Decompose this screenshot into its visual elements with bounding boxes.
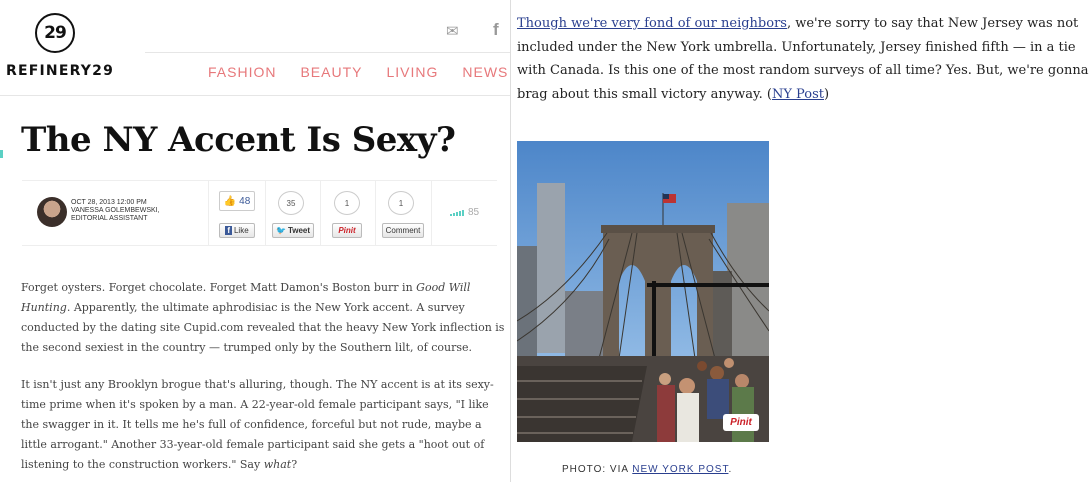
meta-separator: [375, 181, 376, 245]
article-meta-bar: [22, 180, 497, 246]
fb-count-value: 48: [239, 195, 251, 207]
signal-value: 85: [468, 207, 480, 218]
thumbs-up-icon: 👍: [223, 195, 237, 207]
p2-text-b: ?: [291, 458, 298, 471]
comment-count: 1: [388, 191, 414, 215]
nav-news[interactable]: NEWS: [462, 64, 509, 80]
twitter-bird-icon: 🐦: [275, 226, 286, 235]
accent-mark: [0, 150, 3, 158]
header-divider: [145, 52, 510, 53]
tweet-button[interactable]: [272, 223, 314, 238]
author-avatar[interactable]: [37, 197, 67, 227]
logo-mark[interactable]: [35, 13, 75, 53]
engagement-signal: [450, 207, 479, 218]
photo-pinit-button[interactable]: Pinit: [723, 414, 759, 431]
p1-text-a: Forget oysters. Forget chocolate. Forget Matt Damon's Boston burr in: [21, 281, 417, 294]
fb-like-label: Like: [233, 226, 249, 235]
logo-mark-text: 29: [44, 23, 66, 43]
meta-separator: [320, 181, 321, 245]
nav-fashion[interactable]: FASHION: [208, 64, 277, 80]
mail-icon[interactable]: ✉: [446, 22, 459, 40]
pin-count: 1: [334, 191, 360, 215]
p3-text: , we're sorry to say that New Jersey was not included under the New York umbrella. Unfortunately, Jersey finished fifth — in a tie with Canada. Is this one of the most random surveys of all time? Yes. But, we're gonna brag about this small victory anyway. (: [517, 16, 1089, 102]
author-name[interactable]: VANESSA GOLEMBEWSKI,: [71, 207, 160, 214]
tweet-count: 35: [278, 191, 304, 215]
p1-emphasis: Good Will Hunting: [21, 281, 471, 314]
article-paragraph-1: [21, 278, 506, 358]
comment-button[interactable]: Comment: [382, 223, 424, 238]
p3-end: ): [824, 86, 830, 102]
meta-separator: [431, 181, 432, 245]
meta-separator: [208, 181, 209, 245]
article-paragraph-2: [21, 375, 506, 475]
facebook-icon-small: f: [227, 226, 230, 235]
right-page: [511, 0, 1092, 482]
ny-post-link[interactable]: NY Post: [771, 86, 824, 102]
facebook-icon[interactable]: f: [493, 20, 499, 39]
pinit-button[interactable]: Pinit: [332, 223, 362, 238]
article-paragraph-3: [517, 12, 1089, 106]
photo-caption: [562, 464, 732, 475]
signal-bars-icon: [450, 210, 464, 216]
author-byline: [71, 199, 160, 223]
facebook-like-button[interactable]: [219, 223, 255, 238]
caption-prefix: PHOTO: VIA: [562, 464, 633, 475]
nav-living[interactable]: LIVING: [386, 64, 439, 80]
left-page: [0, 0, 510, 482]
brooklyn-bridge-photo[interactable]: [517, 141, 769, 442]
new-york-post-link[interactable]: NEW YORK POST: [632, 464, 729, 475]
nav-divider: [0, 95, 510, 96]
p2-text-a: It isn't just any Brooklyn brogue that's alluring, though. The NY accent is at its sexy-time prime when it's spoken by a man. A 22-year-old female participant says, "I like the swagger in it. It tells me he's full of confidence, forceful but not rude, maybe a little arrogant." Another 33-year-old female participant said she gets a "hoot out of listening to the construction workers." Say: [21, 378, 494, 471]
author-role: EDITORIAL ASSISTANT: [71, 215, 148, 222]
tweet-label: Tweet: [287, 226, 311, 235]
p2-emphasis: what: [263, 458, 292, 471]
facebook-like-count: [219, 191, 255, 211]
meta-separator: [265, 181, 266, 245]
neighbors-link[interactable]: Though we're very fond of our neighbors: [517, 16, 787, 31]
article-title: The NY Accent Is Sexy?: [21, 120, 456, 160]
publish-date: OCT 28, 2013 12:00 PM: [71, 199, 147, 206]
main-nav: [208, 64, 510, 80]
bridge-illustration: [517, 141, 769, 442]
logo-text[interactable]: REFINERY29: [6, 63, 115, 79]
nav-beauty[interactable]: BEAUTY: [300, 64, 363, 80]
caption-end: .: [728, 464, 733, 475]
p1-text-b: . Apparently, the ultimate aphrodisiac is the New York accent. A survey conducted by the dating site Cupid.com revealed that the heavy New York inflection is the second sexiest in the country — trumped only by the Southern lilt, of course.: [21, 301, 505, 354]
